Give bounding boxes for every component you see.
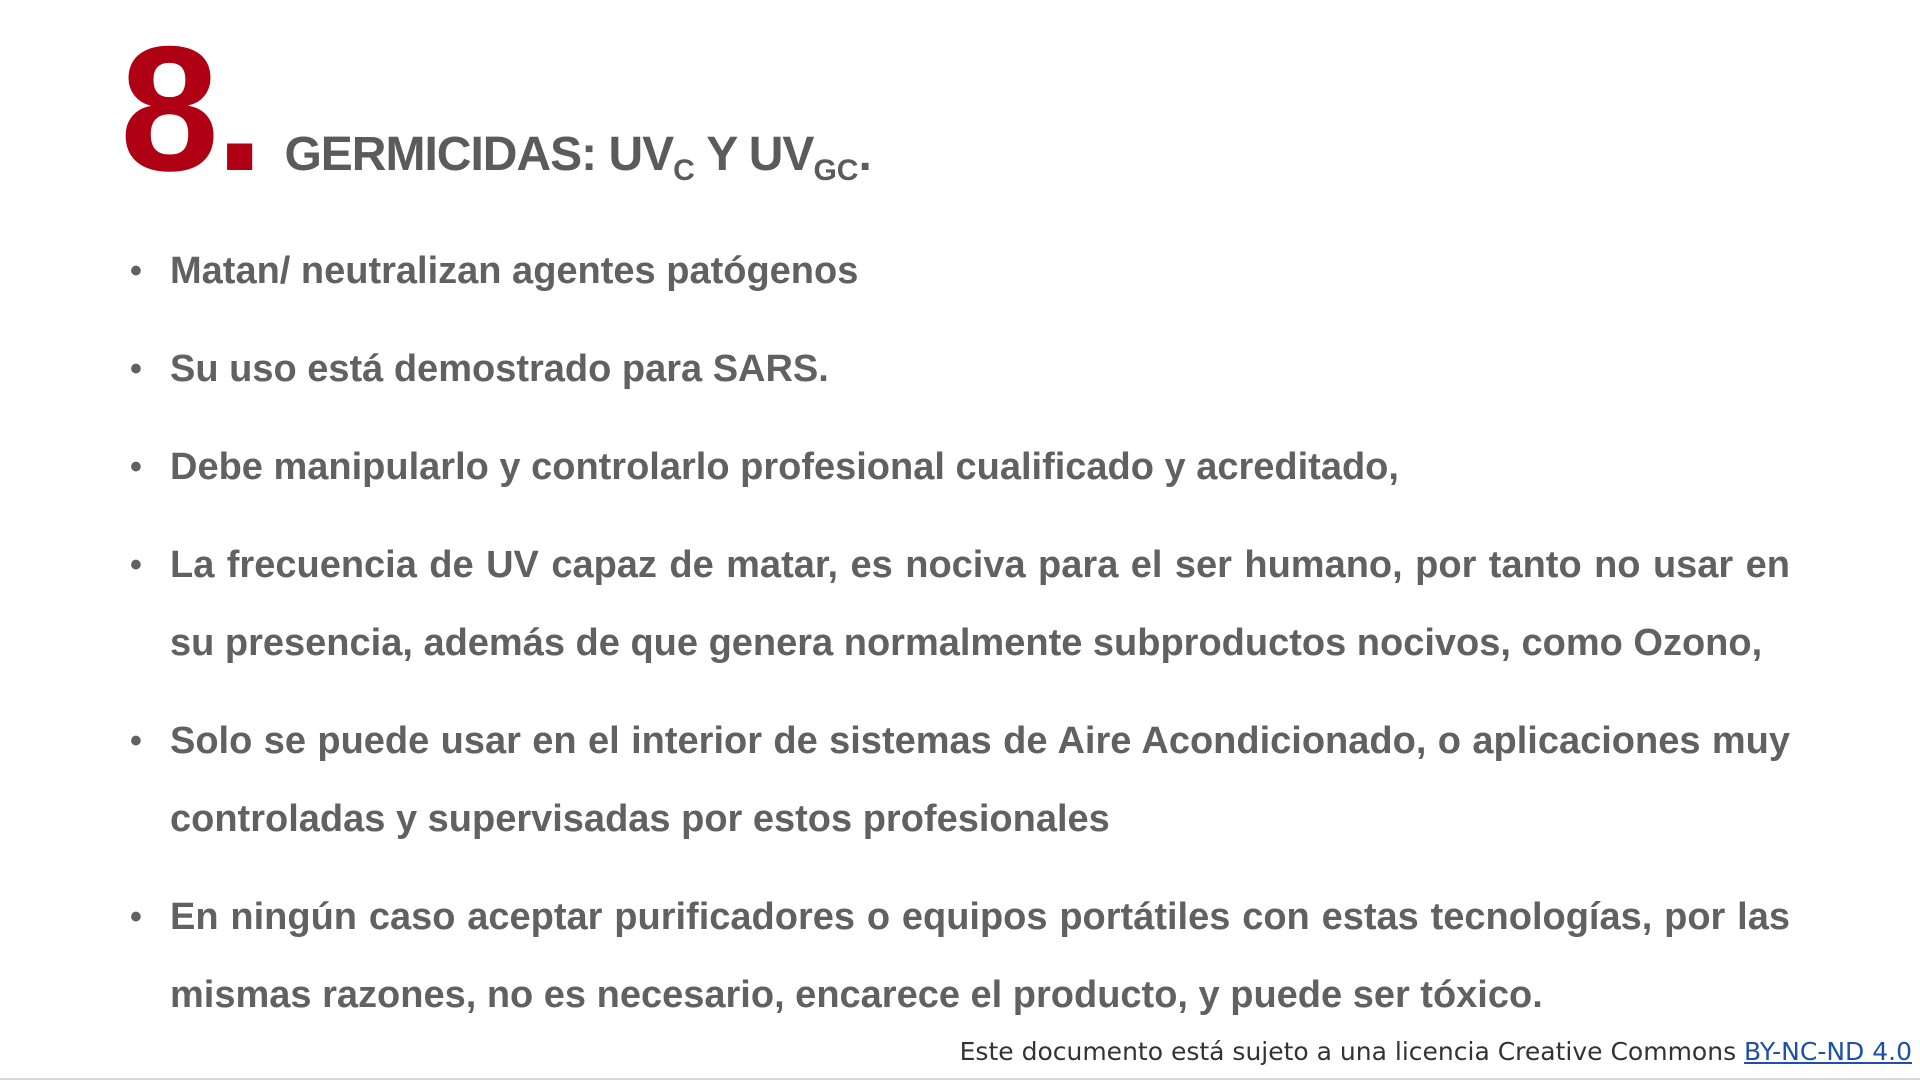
bullet-text: La frecuencia de UV capaz de matar, es nociva para el ser humano, por tanto no usar en su presencia, además de que genera normalmente subproductos nocivos, como Ozono,	[170, 544, 1790, 664]
license-text: Este documento está sujeto a una licencia Creative Commons	[959, 1037, 1745, 1066]
license-footer	[960, 1037, 1912, 1066]
bullet-dot-icon: •	[130, 722, 142, 760]
title-subscript-gc: GC	[813, 154, 859, 187]
license-link[interactable]: BY-NC-ND 4.0	[1744, 1037, 1912, 1066]
section-number: 8.	[120, 9, 261, 208]
bullet-list	[130, 232, 1790, 1054]
title-suffix: .	[858, 128, 871, 181]
bullet-item	[130, 232, 1790, 310]
slide-heading	[120, 9, 871, 208]
title-subscript-c: C	[673, 154, 695, 187]
bullet-text: En ningún caso aceptar purificadores o equipos portátiles con estas tecnologías, por las mismas razones, no es necesario, encarece el producto, y puede ser tóxico.	[170, 896, 1790, 1016]
bullet-dot-icon: •	[130, 448, 142, 486]
title-prefix: GERMICIDAS: UV	[284, 128, 674, 181]
bullet-item	[130, 878, 1790, 1034]
bullet-dot-icon: •	[130, 350, 142, 388]
bullet-text: Matan/ neutralizan agentes patógenos	[170, 250, 859, 292]
title-middle: Y UV	[694, 128, 814, 181]
bullet-dot-icon: •	[130, 546, 142, 584]
bullet-item	[130, 526, 1790, 682]
section-title	[284, 127, 870, 188]
bullet-text: Solo se puede usar en el interior de sistemas de Aire Acondicionado, o aplicaciones muy controladas y supervisadas por estos profesionales	[170, 720, 1790, 840]
bullet-dot-icon: •	[130, 898, 142, 936]
bullet-text: Debe manipularlo y controlarlo profesional cualificado y acreditado,	[170, 446, 1399, 488]
bullet-item	[130, 702, 1790, 858]
bullet-item	[130, 428, 1790, 506]
bullet-dot-icon: •	[130, 252, 142, 290]
bullet-text: Su uso está demostrado para SARS.	[170, 348, 829, 390]
bullet-item	[130, 330, 1790, 408]
